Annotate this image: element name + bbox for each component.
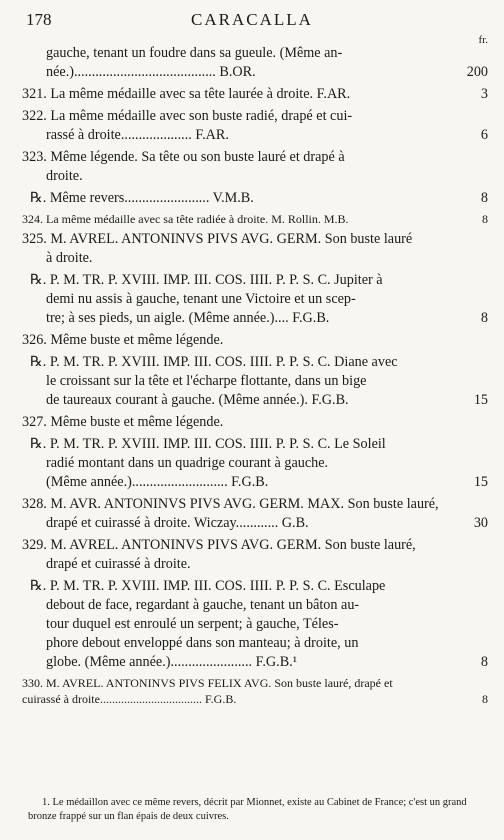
- catalogue-entries: [22, 44, 488, 710]
- entry-line: 322. La même médaille avec son buste radié, drapé et cui-: [22, 108, 353, 124]
- catalogue-entry: [22, 331, 488, 350]
- catalogue-entry: [22, 495, 488, 533]
- entry-price: 8: [480, 654, 488, 670]
- price-column-label: fr.: [478, 34, 488, 46]
- entry-price: 8: [480, 310, 488, 326]
- reverse-entry: [22, 353, 488, 410]
- entry-line: rassé à droite.................... F.AR.: [46, 127, 229, 143]
- entry-line: cuirassé à droite.................................. F.G.B.: [22, 692, 237, 706]
- catalogue-entry: [22, 107, 488, 145]
- page-number: 178: [26, 10, 52, 29]
- catalogue-entry: [22, 675, 488, 707]
- entry-line: de taureaux courant à gauche. (Même année.). F.G.B.: [46, 392, 349, 408]
- reverse-entry: [22, 435, 488, 492]
- catalogue-entry: [22, 44, 488, 82]
- catalogue-entry: [22, 536, 488, 574]
- entry-line: ℞. P. M. TR. P. XVIII. IMP. III. COS. IIII. P. P. S. C. Esculape: [30, 578, 386, 594]
- entry-line: 323. Même légende. Sa tête ou son buste lauré et drapé à: [22, 149, 345, 165]
- entry-line: debout de face, regardant à gauche, tenant un bâton au-: [46, 597, 360, 613]
- entry-price: 200: [466, 64, 488, 80]
- entry-line: ℞. Même revers........................ V.M.B.: [30, 190, 254, 206]
- entry-line: 325. M. AVREL. ANTONINVS PIVS AVG. GERM. Son buste lauré: [22, 231, 413, 247]
- entry-line: le croissant sur la tête et l'écharpe flottante, dans un bige: [46, 373, 367, 389]
- entry-line: phore debout enveloppé dans son manteau; à droite, un: [46, 635, 359, 651]
- entry-line: gauche, tenant un foudre dans sa gueule. (Même an-: [46, 45, 343, 61]
- catalogue-entry: [22, 230, 488, 268]
- entry-line: radié montant dans un quadrige courant à gauche.: [46, 455, 329, 471]
- entry-price: 6: [480, 127, 488, 143]
- entry-price: 15: [473, 474, 488, 490]
- entry-line: ℞. P. M. TR. P. XVIII. IMP. III. COS. IIII. P. P. S. C. Le Soleil: [30, 436, 386, 452]
- reverse-entry: [22, 577, 488, 672]
- entry-line: drapé et cuirassé à droite. Wiczay............ G.B.: [46, 515, 309, 531]
- entry-price: 8: [480, 190, 488, 206]
- entry-line: tour duquel est enroulé un serpent; à gauche, Téles-: [46, 616, 339, 632]
- entry-line: ℞. P. M. TR. P. XVIII. IMP. III. COS. IIII. P. P. S. C. Diane avec: [30, 354, 398, 370]
- catalogue-entry: [22, 148, 488, 186]
- entry-line: globe. (Même année.)....................... F.G.B.¹: [46, 654, 297, 670]
- entry-line: droite.: [46, 168, 83, 184]
- entry-line: (Même année.)........................... F.G.B.: [46, 474, 269, 490]
- running-title: CARACALLA: [191, 10, 313, 29]
- reverse-entry: [22, 271, 488, 328]
- catalogue-entry: [22, 413, 488, 432]
- entry-line: née.)........................................ B.OR.: [46, 64, 256, 80]
- entry-price: 8: [482, 212, 488, 226]
- entry-line: 321. La même médaille avec sa tête laurée à droite. F.AR.: [22, 86, 351, 102]
- entry-line: 328. M. AVR. ANTONINVS PIVS AVG. GERM. MAX. Son buste lauré,: [22, 496, 439, 512]
- entry-line: 327. Même buste et même légende.: [22, 414, 224, 430]
- catalogue-entry: [22, 85, 488, 104]
- catalogue-entry: [22, 211, 488, 227]
- entry-price: 15: [473, 392, 488, 408]
- entry-line: ℞. P. M. TR. P. XVIII. IMP. III. COS. IIII. P. P. S. C. Jupiter à: [30, 272, 383, 288]
- entry-price: 3: [480, 86, 488, 102]
- footnote: 1. Le médaillon avec ce même revers, décrit par Mionnet, existe au Cabinet de France; c'est un grand bronze frappé sur un flan épais de deux cuivres.: [28, 797, 467, 822]
- entry-line: 330. M. AVREL. ANTONINVS PIVS FELIX AVG. Son buste lauré, drapé et: [22, 676, 393, 690]
- entry-line: drapé et cuirassé à droite.: [46, 556, 191, 572]
- reverse-entry: [22, 189, 488, 208]
- entry-line: 326. Même buste et même légende.: [22, 332, 224, 348]
- entry-line: à droite.: [46, 250, 93, 266]
- entry-line: 324. La même médaille avec sa tête radiée à droite. M. Rollin. M.B.: [22, 212, 349, 226]
- entry-line: demi nu assis à gauche, tenant une Victoire et un scep-: [46, 291, 356, 307]
- entry-price: 8: [482, 692, 488, 706]
- entry-price: 30: [473, 515, 488, 531]
- entry-line: tre; à ses pieds, un aigle. (Même année.).... F.G.B.: [46, 310, 330, 326]
- entry-line: 329. M. AVREL. ANTONINVS PIVS AVG. GERM. Son buste lauré,: [22, 537, 416, 553]
